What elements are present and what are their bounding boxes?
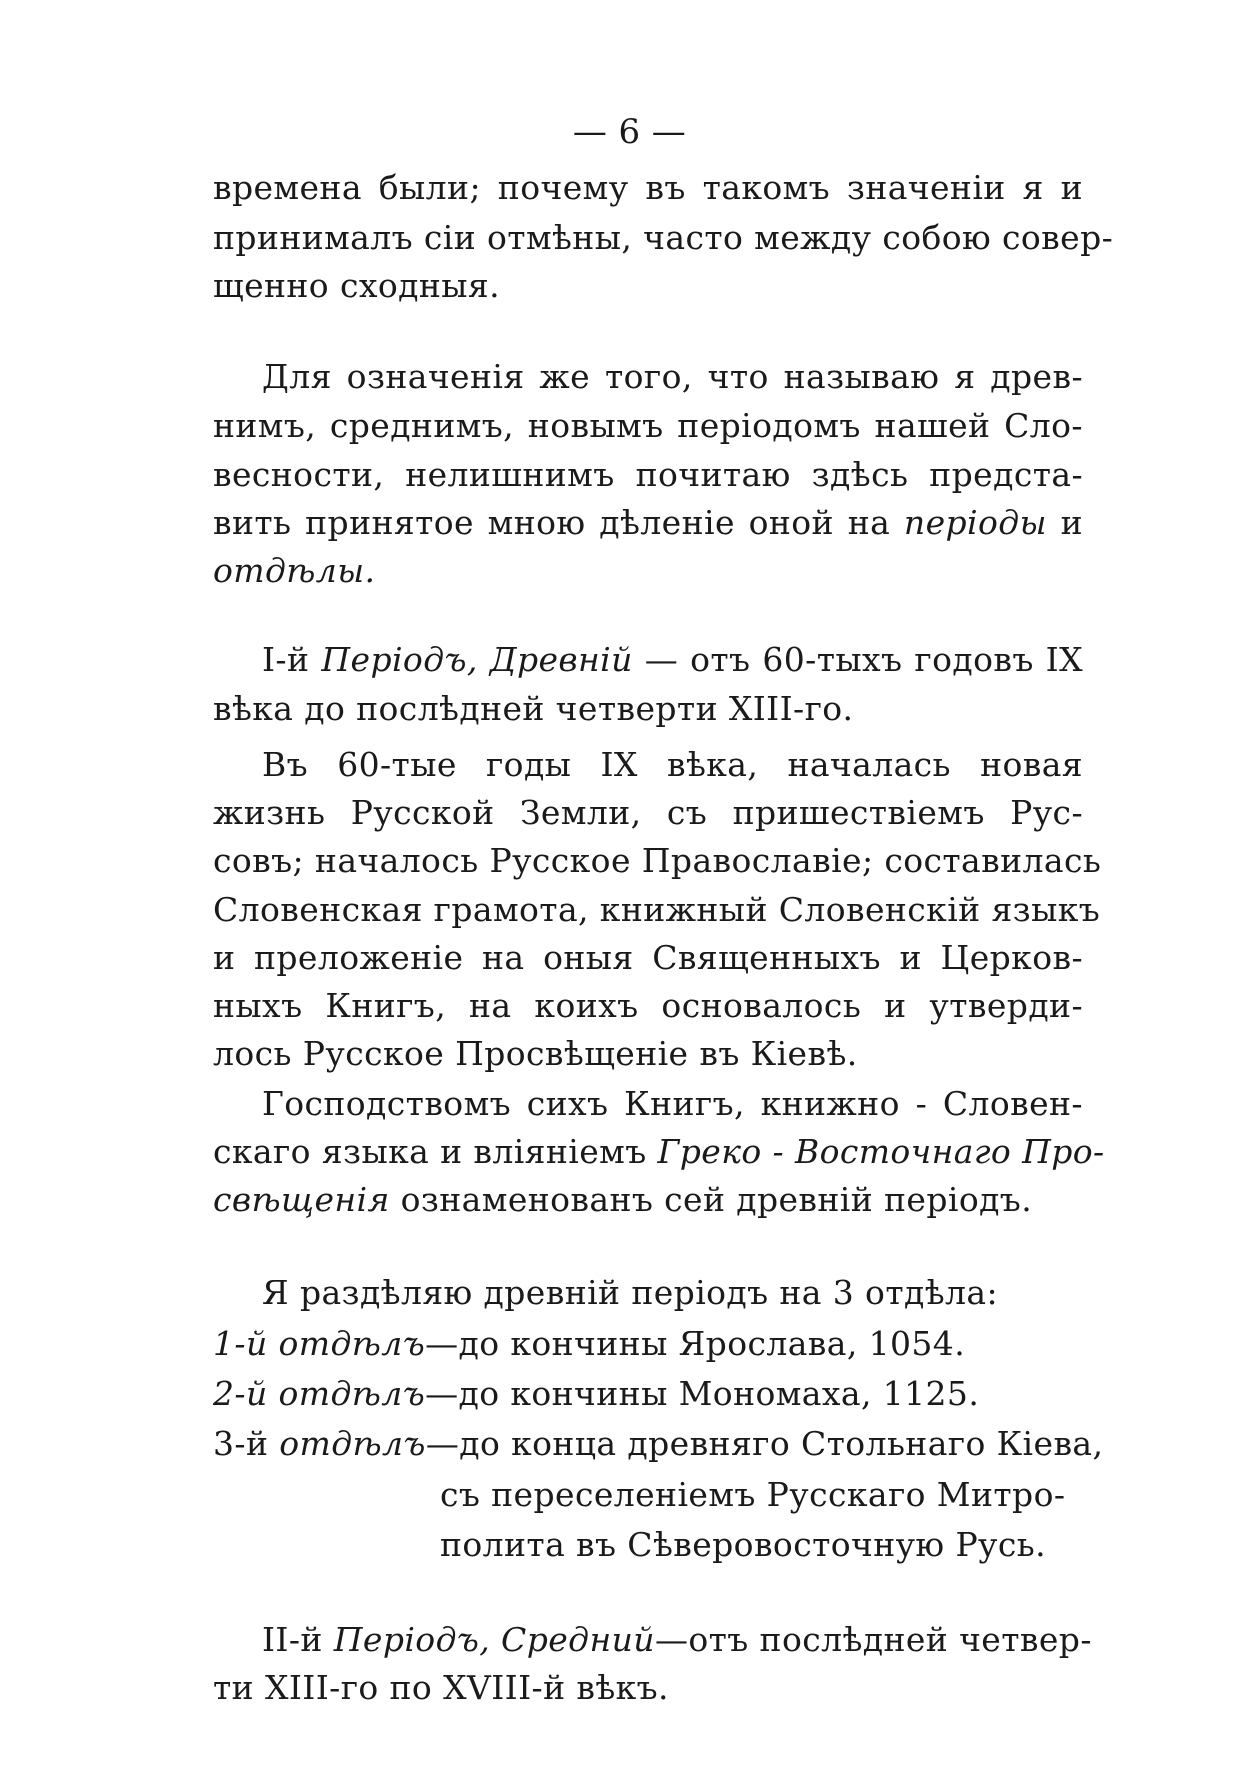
division-intro: Я раздѣляю древнiй перiодъ на 3 отдѣла:	[262, 1273, 998, 1312]
division-3-text: —до конца древняго Стольнаго Кiева,	[425, 1424, 1104, 1463]
enlightenment-term: свѣщенiя	[213, 1180, 390, 1219]
period1-number: I-й	[262, 640, 310, 679]
para3-line-7: лось Русское Просвѣщенiе въ Кiевѣ.	[213, 1034, 858, 1073]
division-2-label: 2-й отдѣлъ	[213, 1374, 426, 1413]
para4-line-2	[213, 1132, 1105, 1172]
division-2-text: —до кончины Мономаха, 1125.	[425, 1374, 980, 1413]
para4-line-2-text: скаго языка и влiянiемъ	[213, 1132, 647, 1171]
periods-term: перiоды	[903, 503, 1047, 542]
para2-line-4	[213, 503, 1083, 543]
para2-line-3: весности, нелишнимъ почитаю здѣсь предста-	[213, 455, 1083, 494]
para4-line-3-text: ознаменованъ сей древнiй перiодъ.	[400, 1180, 1033, 1219]
division-2	[213, 1374, 979, 1414]
division-3-line-2: съ переселенiемъ Русскаго Митро-	[440, 1475, 1066, 1514]
para1-line-3: щенно сходныя.	[213, 266, 501, 305]
para2-line-4-text: вить принятое мною дѣленiе оной на	[213, 503, 891, 542]
conjunction: и	[1060, 503, 1083, 542]
para3-line-2: жизнь Русской Земли, съ пришествiемъ Рус-	[213, 793, 1083, 832]
para3-line-3: совъ; началось Русское Православiе; составилась	[213, 841, 1102, 880]
para4-line-3	[213, 1180, 1032, 1220]
period1-title: Перiодъ, Древнiй	[321, 640, 633, 679]
para3-line-5: и преложенiе на оныя Священныхъ и Церков-	[213, 938, 1083, 977]
sections-term: отдѣлы.	[213, 551, 376, 590]
para2-line-1: Для означенiя же того, что называю я древ-	[262, 357, 1083, 396]
division-3-label: отдѣлъ	[279, 1424, 426, 1463]
para2-line-5	[213, 551, 375, 591]
division-1	[213, 1324, 965, 1364]
para3-line-1: Въ 60-тые годы IX вѣка, началась новая	[262, 745, 1083, 784]
period2-title: Перiодъ, Средний	[333, 1620, 655, 1659]
division-1-label: 1-й отдѣлъ	[213, 1324, 426, 1363]
division-1-text: —до кончины Ярослава, 1054.	[425, 1324, 966, 1363]
para1-line-1: времена были; почему въ такомъ значенiи я и	[213, 168, 1083, 207]
period2-heading-line-1	[262, 1620, 1092, 1660]
para4-line-1: Господствомъ сихъ Книгъ, книжно - Словен-	[262, 1084, 1083, 1123]
period1-heading-line-1	[262, 640, 1083, 680]
division-3-number: 3-й	[213, 1424, 269, 1463]
period2-heading-line-2: ти XIII-го по XVIII-й вѣкъ.	[213, 1668, 669, 1707]
period1-heading-line-2: вѣка до послѣдней четверти XIII-го.	[213, 689, 854, 728]
period2-number: II-й	[262, 1620, 323, 1659]
period1-range: — отъ 60-тыхъ годовъ IX	[644, 640, 1083, 679]
para3-line-4: Словенская грамота, книжный Словенскiй языкъ	[213, 890, 1101, 929]
period2-range: —отъ послѣдней четвер-	[654, 1620, 1092, 1659]
division-3-line-3: полита въ Сѣверовосточную Русь.	[440, 1525, 1047, 1564]
greco-eastern-term: Греко - Восточнаго Про-	[657, 1132, 1105, 1171]
para2-line-2: нимъ, среднимъ, новымъ перiодомъ нашей Сло-	[213, 406, 1083, 445]
para1-line-2: принималъ сiи отмѣны, часто между собою совер-	[213, 218, 1114, 257]
para3-line-6: ныхъ Книгъ, на коихъ основалось и утверди-	[213, 986, 1083, 1025]
division-3	[213, 1424, 1103, 1464]
page-number: — 6 —	[572, 112, 687, 152]
